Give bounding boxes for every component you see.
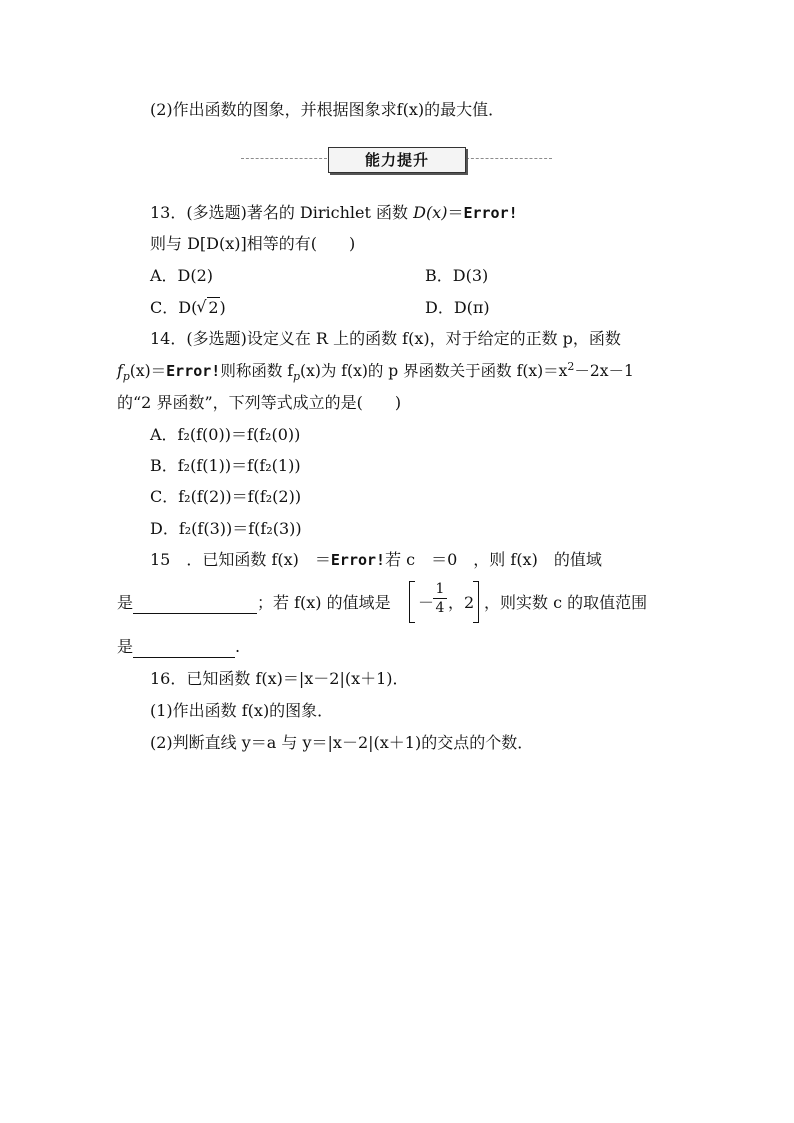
section-divider-right: [466, 158, 552, 159]
q14-option-d: D．f₂(f(3))＝f(f₂(3)): [150, 519, 302, 538]
question-12-part-2: (2)作出函数的图象，并根据图象求f(x)的最大值．: [150, 100, 505, 119]
section-divider-left: [241, 158, 327, 159]
question-14-prompt: 的“2 界函数”，下列等式成立的是( ): [117, 393, 402, 412]
q13-option-b: B．D(3): [425, 266, 489, 285]
q16-part-1: (1)作出函数 f(x)的图象．: [150, 701, 334, 720]
q15-text-3: 是: [117, 593, 134, 612]
q13-option-c: [150, 297, 226, 319]
question-13-prompt: 则与 D[D(x)]相等的有( ): [150, 234, 356, 253]
q14-fp-f: f: [117, 362, 123, 380]
q13-function-name: D(x): [413, 203, 448, 222]
q15-line-3: [117, 636, 240, 658]
q15-answer-blank-2[interactable]: [133, 639, 235, 658]
q14-def-text-2: (x)为 f(x)的 p 界函数关于函数 f(x)＝x: [300, 362, 568, 380]
q13-option-c-prefix: C．D(: [150, 298, 198, 317]
q14-fp-args: (x)＝: [129, 362, 167, 380]
q15-interval-end: ，2: [448, 593, 475, 612]
q15-fraction-denominator: 4: [433, 598, 447, 617]
q15-text-1: 15 ．已知函数 f(x) ＝: [150, 550, 331, 569]
q13-option-c-radicand: 2: [208, 298, 219, 317]
q13-equals: ＝: [447, 203, 464, 222]
q15-fraction-numerator: 1: [435, 581, 445, 597]
question-15-stem: [150, 549, 602, 571]
q15-answer-blank-1[interactable]: [133, 595, 257, 614]
q15-minus: －: [418, 593, 435, 612]
q14-fp-sub-2: p: [293, 370, 301, 383]
q16-part-2: (2)判断直线 y＝a 与 y＝|x－2|(x＋1)的交点的个数．: [150, 733, 534, 752]
q13-option-c-suffix: ): [219, 298, 226, 317]
q15-text-6: 是: [117, 637, 134, 656]
section-title: 能力提升: [328, 147, 466, 173]
q13-option-a: A．D(2): [150, 266, 214, 285]
q15-line-2-start: [117, 592, 391, 614]
question-16-stem: 16．已知函数 f(x)＝|x－2|(x＋1)．: [150, 669, 409, 688]
question-14-definition: [117, 360, 634, 384]
q14-option-b: B．f₂(f(1))＝f(f₂(1)): [150, 456, 301, 475]
right-bracket: [473, 581, 479, 623]
q15-fraction: [433, 580, 447, 617]
q13-error-text: Error!: [463, 204, 518, 222]
q15-text-2: 若 c ＝0 ，则 f(x) 的值域: [385, 550, 602, 569]
q15-text-7: .: [235, 637, 241, 656]
q13-stem-text: 13．(多选题)著名的 Dirichlet 函数: [150, 203, 414, 222]
q14-fp-sub: p: [122, 370, 130, 383]
q15-text-4: ；若 f(x) 的值域是: [257, 593, 391, 612]
question-13-stem: [150, 202, 518, 224]
q15-text-5: ，则实数 c 的取值范围: [484, 593, 648, 612]
q14-square: 2: [567, 360, 575, 373]
q13-option-d: D．D(π): [425, 298, 490, 317]
q14-option-c: C．f₂(f(2))＝f(f₂(2)): [150, 487, 302, 506]
q14-option-a: A．f₂(f(0))＝f(f₂(0)): [150, 425, 301, 444]
q14-def-text-3: －2x－1: [574, 362, 634, 380]
question-14-stem: 14．(多选题)设定义在 R 上的函数 f(x)，对于给定的正数 p，函数: [150, 329, 621, 348]
sqrt-symbol: [197, 297, 219, 319]
left-bracket: [409, 581, 415, 623]
q14-error-text: Error!: [166, 362, 221, 380]
q14-def-text: 则称函数 f: [220, 362, 293, 380]
q15-error-text: Error!: [330, 551, 386, 569]
